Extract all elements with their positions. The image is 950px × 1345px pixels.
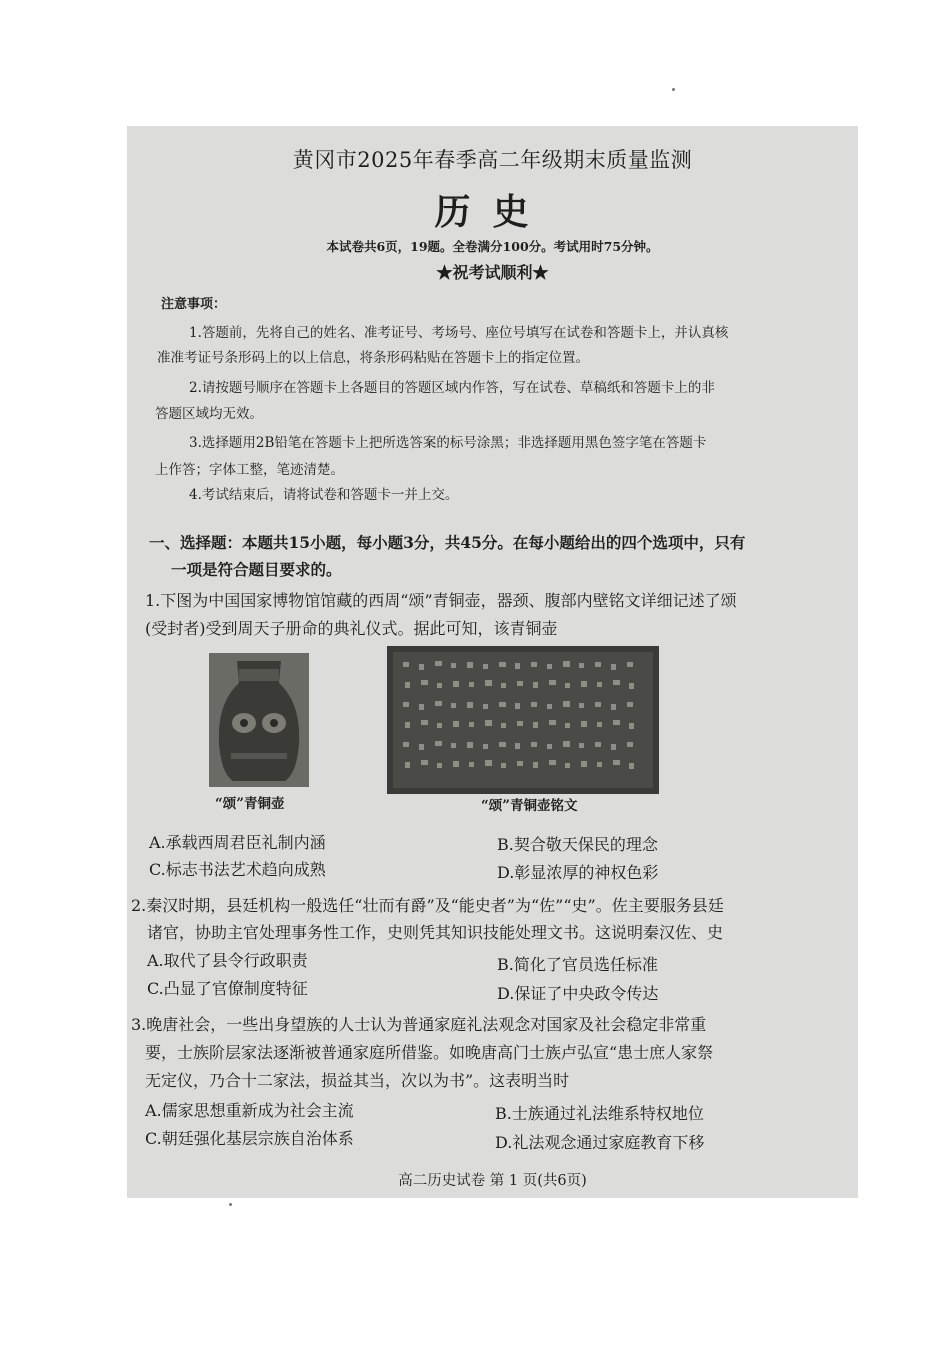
question-3-stem: 无定仪，乃合十二家法，损益其当，次以为书”。这表明当时 — [145, 1071, 570, 1090]
q2-option-d: D.保证了中央政令传达 — [497, 984, 659, 1003]
question-2-stem: 诸官，协助主官处理事务性工作，史则凭其知识技能处理文书。这说明秦汉佐、史 — [147, 923, 724, 942]
q1-option-c: C.标志书法艺术趋向成熟 — [149, 860, 326, 879]
page-footer: 高二历史试卷 第 1 页(共6页) — [398, 1173, 587, 1189]
note-line: 准准考证号条形码上的以上信息，将条形码粘贴在答题卡上的指定位置。 — [157, 350, 589, 366]
q2-option-b: B.简化了官员选任标准 — [497, 955, 658, 974]
question-1-stem: (受封者)受到周天子册命的典礼仪式。据此可知，该青铜壶 — [145, 619, 558, 638]
question-2-stem: 2.秦汉时期，县廷机构一般选任“壮而有爵”及“能史者”为“佐”“史”。佐主要服务县廷 — [131, 896, 724, 915]
exam-sheet — [127, 126, 858, 1198]
q1-option-d: D.彰显浓厚的神权色彩 — [497, 863, 659, 882]
q1-option-b: B.契合敬天保民的理念 — [497, 835, 658, 854]
q3-option-d: D.礼法观念通过家庭教育下移 — [495, 1133, 705, 1152]
exam-title: 黄冈市2025年春季高二年级期末质量监测 — [292, 148, 693, 172]
q2-option-a: A.取代了县令行政职责 — [147, 951, 308, 970]
image-caption: “颂”青铜壶铭文 — [481, 798, 578, 814]
bronze-inscription-image — [387, 646, 659, 794]
q3-option-b: B.士族通过礼法维系特权地位 — [495, 1104, 704, 1123]
note-line: 2.请按题号顺序在答题卡上各题目的答题区域内作答，写在试卷、草稿纸和答题卡上的非 — [189, 380, 715, 396]
question-1-stem: 1.下图为中国国家博物馆馆藏的西周“颂”青铜壶，器颈、腹部内壁铭文详细记述了颂 — [145, 591, 737, 610]
question-3-stem: 3.晚唐社会，一些出身望族的人士认为普通家庭礼法观念对国家及社会稳定非常重 — [131, 1015, 707, 1034]
section-instructions: 一项是符合题目要求的。 — [171, 560, 342, 579]
note-line: 3.选择题用2B铅笔在答题卡上把所选答案的标号涂黑；非选择题用黑色签字笔在答题卡 — [189, 435, 707, 451]
q2-option-c: C.凸显了官僚制度特征 — [147, 979, 308, 998]
notes-heading: 注意事项： — [161, 297, 227, 312]
scan-speck — [672, 88, 675, 91]
exam-meta: 本试卷共6页，19题。全卷满分100分。考试用时75分钟。 — [326, 239, 659, 254]
section-instructions: 一、选择题：本题共15小题，每小题3分，共45分。在每小题给出的四个选项中，只有 — [149, 533, 746, 552]
scan-speck — [229, 1203, 232, 1206]
note-line: 1.答题前，先将自己的姓名、准考证号、考场号、座位号填写在试卷和答题卡上，并认真核 — [189, 325, 729, 341]
note-line: 上作答；字体工整，笔迹清楚。 — [155, 462, 344, 478]
good-luck-banner: ★祝考试顺利★ — [436, 263, 549, 282]
question-3-stem: 要，士族阶层家法逐渐被普通家庭所借鉴。如晚唐高门士族卢弘宣“患士庶人家祭 — [145, 1043, 714, 1062]
note-line: 答题区域均无效。 — [155, 406, 263, 422]
image-caption: “颂”青铜壶 — [215, 796, 285, 812]
q1-option-a: A.承载西周君臣礼制内涵 — [149, 833, 326, 852]
q3-option-c: C.朝廷强化基层宗族自治体系 — [145, 1129, 354, 1148]
bronze-pot-image — [209, 653, 309, 787]
q3-option-a: A.儒家思想重新成为社会主流 — [145, 1101, 354, 1120]
note-line: 4.考试结束后，请将试卷和答题卡一并上交。 — [189, 487, 459, 503]
subject-title: 历史 — [434, 191, 551, 233]
